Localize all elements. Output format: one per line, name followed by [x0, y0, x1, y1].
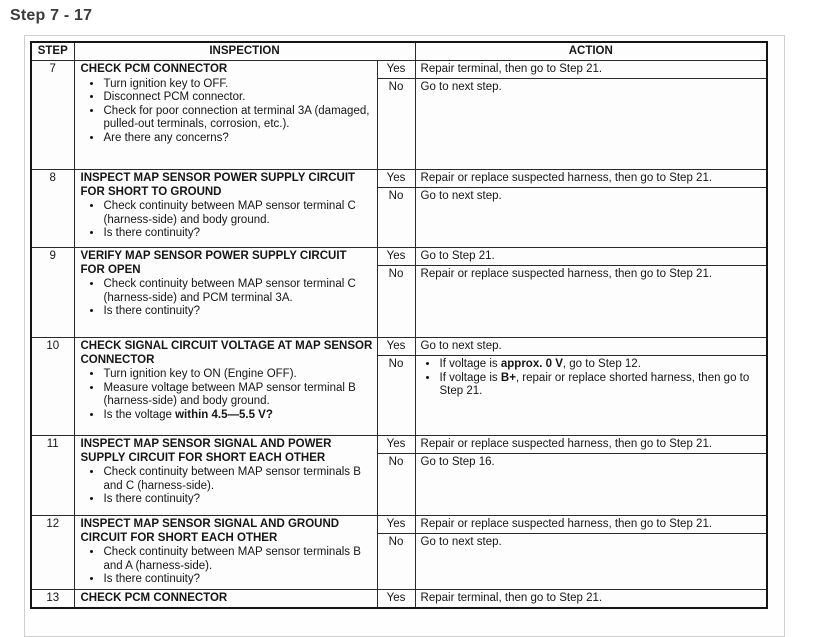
- column-header-step: STEP: [31, 42, 74, 61]
- inspection-bullet-list: [81, 466, 373, 507]
- yes-cell: Yes: [377, 248, 415, 266]
- table-row: [31, 516, 767, 534]
- table-row: [31, 436, 767, 454]
- yes-action-cell: Repair or replace suspected harness, then go to Step 21.: [415, 436, 767, 454]
- inspection-bullet: • Is there continuity?: [103, 573, 373, 587]
- yes-action-cell: Repair or replace suspected harness, then go to Step 21.: [415, 516, 767, 534]
- inspection-cell: [74, 589, 377, 608]
- bullet-text-bold: within 4.5—5.5 V?: [175, 408, 273, 421]
- bullet-text: If voltage is: [439, 371, 501, 384]
- inspection-bullet: • Is there continuity?: [103, 305, 373, 319]
- yes-action-cell: Go to Step 21.: [415, 248, 767, 266]
- inspection-bullet: • Measure voltage between MAP sensor terminal B (harness-side) and body ground.: [103, 382, 373, 409]
- inspection-title: CHECK SIGNAL CIRCUIT VOLTAGE AT MAP SENSOR CONNECTOR: [80, 340, 373, 366]
- table-header-row: [31, 42, 767, 61]
- inspection-title: VERIFY MAP SENSOR POWER SUPPLY CIRCUIT FOR OPEN: [80, 250, 347, 276]
- table-row: [31, 61, 767, 79]
- bullet-text-bold: B+: [500, 371, 516, 384]
- bullet-text: , repair or replace shorted harness, then go to Step 21.: [439, 371, 750, 397]
- no-action-cell: Repair or replace suspected harness, then go to Step 21.: [415, 266, 767, 338]
- bullet-text: , go to Step 12.: [562, 358, 641, 370]
- yes-cell: Yes: [377, 589, 415, 608]
- inspection-cell: [74, 516, 377, 590]
- inspection-bullet: • Turn ignition key to ON (Engine OFF).: [103, 368, 373, 382]
- inspection-bullet-list: [81, 546, 373, 587]
- step-number: 13: [31, 589, 74, 608]
- yes-cell: Yes: [377, 436, 415, 454]
- bullet-text: Is the voltage: [103, 408, 176, 421]
- bullet-text-bold: approx. 0 V: [500, 358, 563, 370]
- inspection-cell: [74, 248, 377, 338]
- step-number: 7: [31, 61, 74, 170]
- action-bullet-list: [421, 358, 763, 399]
- no-cell: No: [377, 356, 415, 436]
- yes-action-cell: Repair or replace suspected harness, then go to Step 21.: [415, 170, 767, 188]
- bullet-text: If voltage is: [439, 358, 501, 370]
- yes-cell: Yes: [377, 170, 415, 188]
- inspection-bullet-list: [81, 368, 373, 422]
- yes-cell: Yes: [377, 338, 415, 356]
- action-bullet: [439, 358, 763, 372]
- inspection-bullet: • Check continuity between MAP sensor terminal C (harness-side) and body ground.: [103, 200, 373, 227]
- inspection-bullet: • Check for poor connection at terminal 3A (damaged, pulled-out terminals, corrosion, etc.).: [103, 105, 373, 132]
- step-number: 10: [31, 338, 74, 436]
- inspection-bullet-list: [81, 200, 373, 241]
- no-action-cell: Go to next step.: [415, 188, 767, 248]
- no-cell: No: [377, 454, 415, 516]
- inspection-title: INSPECT MAP SENSOR POWER SUPPLY CIRCUIT FOR SHORT TO GROUND: [80, 172, 356, 198]
- inspection-bullet: • Check continuity between MAP sensor terminals B and C (harness-side).: [103, 466, 373, 493]
- inspection-cell: [74, 338, 377, 436]
- no-cell: No: [377, 79, 415, 170]
- inspection-bullet: • Check continuity between MAP sensor terminal C (harness-side) and PCM terminal 3A.: [103, 278, 373, 305]
- no-cell: No: [377, 188, 415, 248]
- column-header-action: ACTION: [415, 42, 767, 61]
- no-action-cell: Go to next step.: [415, 79, 767, 170]
- inspection-bullet: • Check continuity between MAP sensor terminals B and A (harness-side).: [103, 546, 373, 573]
- inspection-bullet: • Is there continuity?: [103, 227, 373, 241]
- inspection-bullet-list: [81, 78, 373, 146]
- inspection-title: INSPECT MAP SENSOR SIGNAL AND POWER SUPPLY CIRCUIT FOR SHORT EACH OTHER: [80, 438, 332, 464]
- document-viewer: [24, 35, 785, 637]
- inspection-cell: [74, 436, 377, 516]
- table-row: [31, 170, 767, 188]
- inspection-bullet: • Disconnect PCM connector.: [103, 91, 373, 105]
- column-header-inspection: INSPECTION: [74, 42, 415, 61]
- no-cell: No: [377, 534, 415, 589]
- step-number: 11: [31, 436, 74, 516]
- inspection-bullet-list: [81, 278, 373, 319]
- table-row: [31, 248, 767, 266]
- no-cell: No: [377, 266, 415, 338]
- inspection-action-table: [30, 41, 768, 609]
- step-number: 12: [31, 516, 74, 590]
- action-bullet: [439, 372, 763, 399]
- step-number: 9: [31, 248, 74, 338]
- yes-action-cell: Repair terminal, then go to Step 21.: [415, 589, 767, 608]
- page-title: Step 7 - 17: [10, 7, 93, 24]
- yes-cell: Yes: [377, 61, 415, 79]
- inspection-title: CHECK PCM CONNECTOR: [80, 63, 228, 75]
- step-number: 8: [31, 170, 74, 248]
- inspection-bullet: • Turn ignition key to OFF.: [103, 78, 373, 92]
- no-action-cell: Go to Step 16.: [415, 454, 767, 516]
- inspection-bullet: • Are there any concerns?: [103, 132, 373, 146]
- inspection-title: CHECK PCM CONNECTOR: [80, 591, 228, 604]
- inspection-bullet: • Is there continuity?: [103, 493, 373, 507]
- inspection-bullet: [103, 409, 373, 423]
- yes-action-cell: Repair terminal, then go to Step 21.: [415, 61, 767, 79]
- table-row: [31, 338, 767, 356]
- inspection-cell: [74, 170, 377, 248]
- no-action-cell: [415, 356, 767, 436]
- table-row: [31, 589, 767, 608]
- no-action-cell: Go to next step.: [415, 534, 767, 589]
- yes-action-cell: Go to next step.: [415, 338, 767, 356]
- inspection-cell: [74, 61, 377, 170]
- inspection-title: INSPECT MAP SENSOR SIGNAL AND GROUND CIRCUIT FOR SHORT EACH OTHER: [80, 518, 340, 544]
- yes-cell: Yes: [377, 516, 415, 534]
